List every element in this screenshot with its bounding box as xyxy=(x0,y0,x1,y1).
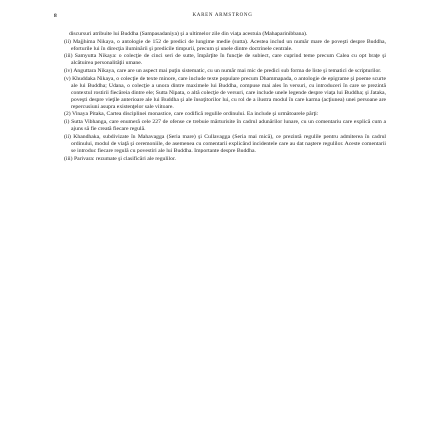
intro-paragraph: discursuri atribuite lui Buddha (Sampasadaniya) şi a ultimelor zile din viaţa acestuia (Mahaparinibbana). xyxy=(69,31,308,37)
list-item: (iii) Samyutta Nikaya: o colecţie de cinci seri de sutte, împărţite în funcţie de subiect, care cuprind teme precum Calea cu opt braţe şi alcătuirea personalităţii umane. xyxy=(64,53,387,67)
page-body xyxy=(64,31,386,163)
list-item: (2) Vinaya Pitaka, Cartea disciplinei monastice, care codifică regulile ordinului. Ea include şi următoarele părţi: xyxy=(64,111,319,118)
vinaya-pitaka-list xyxy=(64,111,386,162)
page-header xyxy=(54,13,391,25)
sutta-pitaka-list xyxy=(64,39,386,111)
page-number: 8 xyxy=(54,13,57,19)
list-item: (iv) Anguttara Nikaya, care are un aspect mai puţin sistematic, cu un număr mai mic de predici sub forma de liste şi tematici de scripturilor. xyxy=(64,68,382,75)
list-item: (ii) Khandhaka, subdivizate în Mahavagga (Seria mare) şi Cullavagga (Seria mai mică), ce prezintă regulile pentru admiterea în cadrul ordinului, modul de viaţă şi ceremoniile, de asemenea cu comentarii explicând incidentele care au dat naştere regulilor. Aceste comentarii se introduc fiecare regulă cu povestiri ale lui Buddha. Importante despre Buddha. xyxy=(64,133,386,154)
running-head: KAREN ARMSTRONG xyxy=(192,13,253,18)
list-item: (i) Sutta Vibhanga, care enumeră cele 227 de ofense ce trebuie mărturisite în cadrul adunărilor lunare, cu un comentariu care explică cum a ajuns să fie creată fiecare regulă. xyxy=(64,119,387,133)
list-item: (v) Khuddaka Nikaya, o colecţie de texte minore, care include texte populare precum Dhammapada, o antologie de epigrame şi poeme scurte ale lui Buddha; Udana, o colecţie a unora dintre maximele lui Buddha, compuse mai ales în versuri, cu introduceri în care se prezintă contextul rostirii fiecăreia dintre ele; Sutta Nipata, o altă colecţie de versuri, care include unele legende despre viaţa lui Buddha; şi Jataka, poveşti despre vieţile anterioare ale lui Buddha şi ale însoţitorilor lui, cu rol de a ilustra modul în care karma (acţiunea) unei persoane are repercusiuni asupra existenţelor sale viitoare. xyxy=(64,75,386,110)
list-item: (iii) Parivara: rezumate şi clasificări ale regulilor. xyxy=(64,155,176,162)
list-item: (ii) Majjhima Nikaya, o antologie de 152 de predici de lungime medie (sutta). Acestea includ un număr mare de poveşti despre Buddha, eforturile lui în direcţia iluminării şi predicile timpurii, precum şi unele dintre doctrinele centrale. xyxy=(64,38,386,52)
